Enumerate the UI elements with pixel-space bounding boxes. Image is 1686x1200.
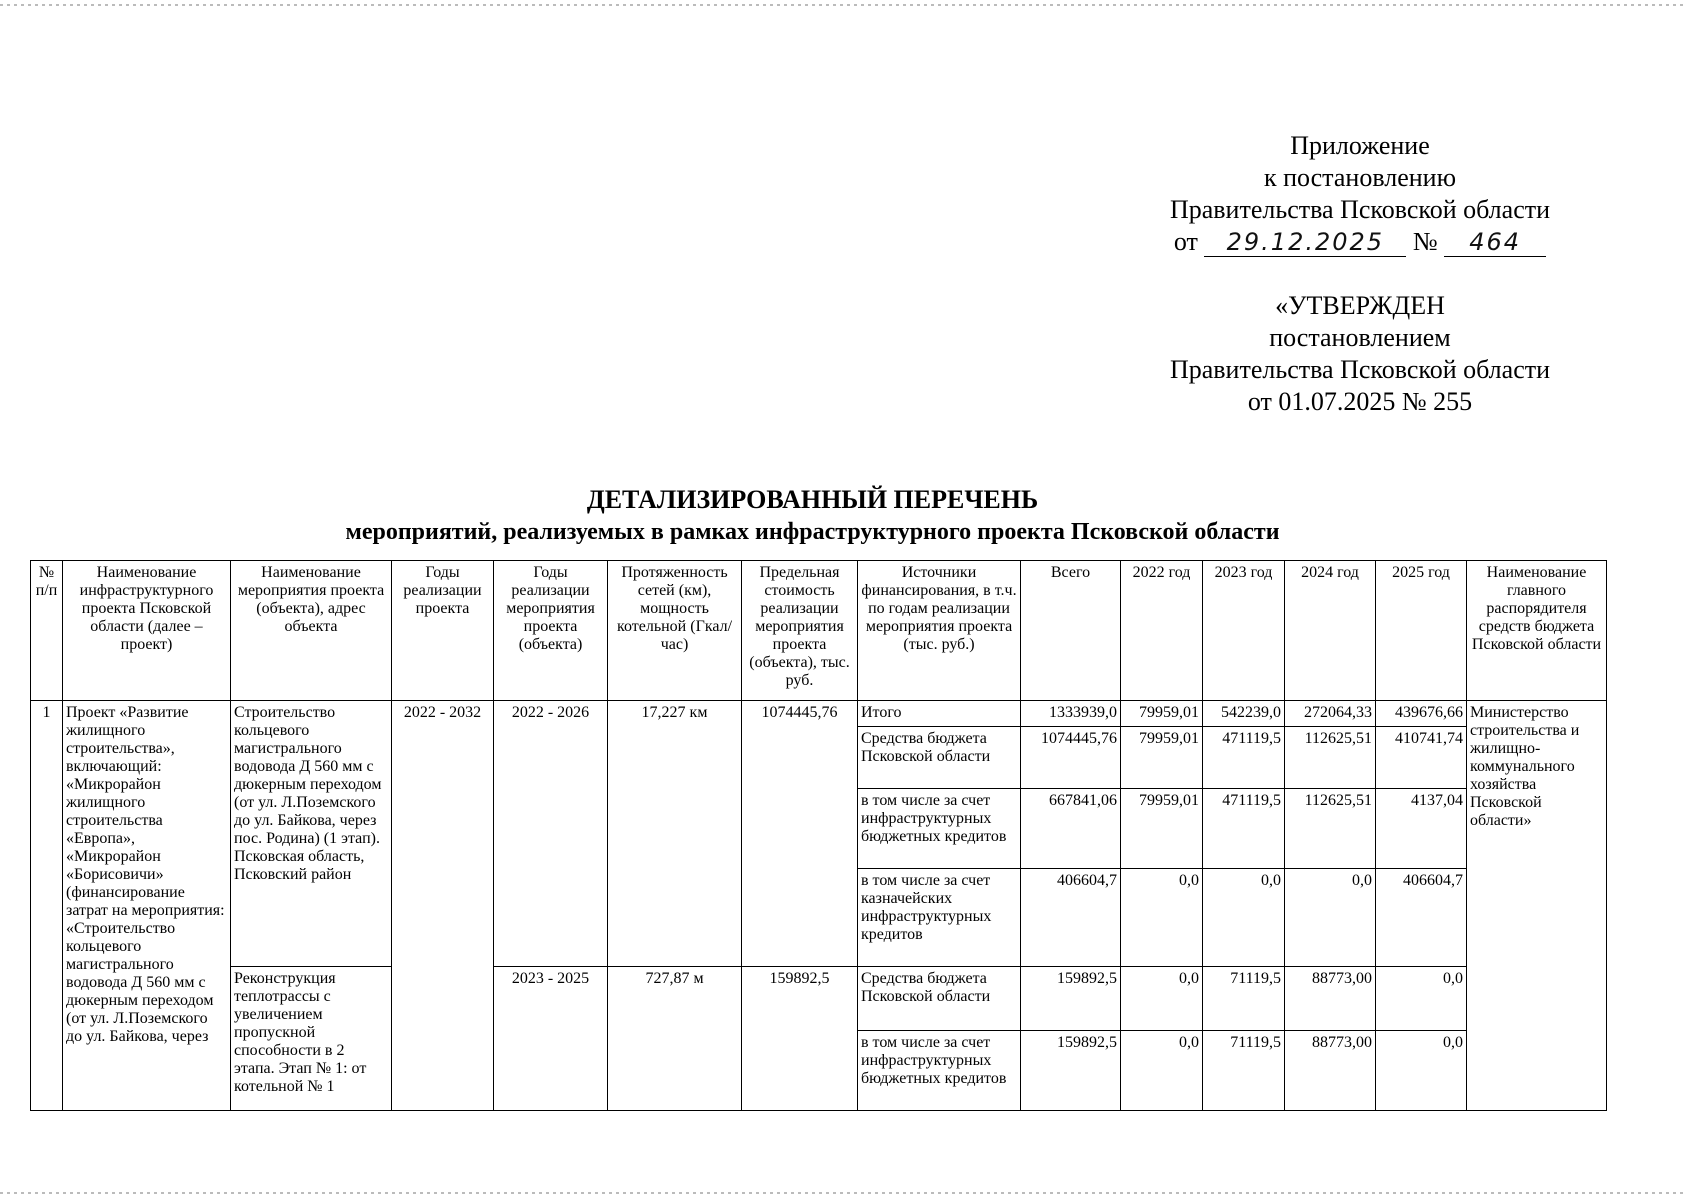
appendix-line2: к постановлению	[1263, 163, 1457, 192]
project-name: Проект «Развитие жилищного строительства», включающий: «Микрорайон жилищного строительства «Европа», «Микрорайон «Борисовичи» (финансирование затрат на мероприятия: «Строительство кольцевого магистрального водовода Д 560 мм с дюкерным переходом (от ул. Л.Поземского до ул. Байкова, через	[66, 704, 225, 1045]
total-cell: 1333939,0	[1021, 701, 1121, 727]
handwritten-number: 464	[1444, 228, 1546, 257]
measure1-cost: 1074445,76	[742, 701, 858, 967]
measure2-name: Реконструкция теплотрассы с увеличением пропускной способности в 2 этапа. Этап № 1: от котельной № 1	[234, 970, 367, 1094]
appendix-block	[1140, 130, 1580, 258]
y2025-cell: 0,0	[1376, 967, 1467, 1031]
project-name-cell	[63, 701, 231, 1111]
header-cell: 2022 год	[1121, 561, 1203, 701]
appendix-line1: Приложение	[1290, 131, 1430, 160]
y2022-cell: 0,0	[1121, 869, 1203, 967]
measure1-years: 2022 - 2026	[494, 701, 608, 967]
header-cell: 2025 год	[1376, 561, 1467, 701]
y2024-cell: 0,0	[1285, 869, 1376, 967]
appendix-date-line	[1140, 226, 1580, 258]
table-row	[31, 701, 1607, 727]
approved-line2: постановлением	[1269, 323, 1451, 352]
number-prefix: №	[1412, 227, 1438, 256]
measure1-length: 17,227 км	[608, 701, 742, 967]
y2023-cell: 71119,5	[1203, 967, 1285, 1031]
total-cell: 667841,06	[1021, 789, 1121, 869]
total-cell: 1074445,76	[1021, 727, 1121, 789]
measures-table	[30, 560, 1607, 1111]
measure2-length: 727,87 м	[608, 967, 742, 1111]
y2024-cell: 88773,00	[1285, 1031, 1376, 1111]
y2024-cell: 112625,51	[1285, 789, 1376, 869]
y2024-cell: 88773,00	[1285, 967, 1376, 1031]
header-cell: Всего	[1021, 561, 1121, 701]
y2025-cell: 4137,04	[1376, 789, 1467, 869]
header-cell: 2023 год	[1203, 561, 1285, 701]
y2022-cell: 79959,01	[1121, 701, 1203, 727]
project-years: 2022 - 2032	[392, 701, 494, 1111]
y2022-cell: 79959,01	[1121, 789, 1203, 869]
header-cell: Наименование инфраструктурного проекта Псковской области (далее – проект)	[63, 561, 231, 701]
y2023-cell: 542239,0	[1203, 701, 1285, 727]
source-cell: Итого	[858, 701, 1021, 727]
document-title	[0, 484, 1625, 548]
y2025-cell: 0,0	[1376, 1031, 1467, 1111]
title-line1: ДЕТАЛИЗИРОВАННЫЙ ПЕРЕЧЕНЬ	[586, 485, 1039, 514]
manager-name: Министерство строительства и жилищно-коммунального хозяйства Псковской области»	[1467, 701, 1607, 1111]
y2022-cell: 0,0	[1121, 1031, 1203, 1111]
date-prefix: от	[1173, 227, 1198, 256]
appendix-line3: Правительства Псковской области	[1169, 195, 1551, 224]
header-cell: 2024 год	[1285, 561, 1376, 701]
y2023-cell: 0,0	[1203, 869, 1285, 967]
header-cell: Наименование мероприятия проекта (объекта), адрес объекта	[231, 561, 392, 701]
source-cell: в том числе за счет инфраструктурных бюджетных кредитов	[858, 1031, 1021, 1111]
source-cell: в том числе за счет инфраструктурных бюджетных кредитов	[858, 789, 1021, 869]
header-cell: Протяженность сетей (км), мощность котельной (Гкал/час)	[608, 561, 742, 701]
approved-line4: от 01.07.2025 № 255	[1247, 387, 1473, 416]
total-cell: 159892,5	[1021, 967, 1121, 1031]
approved-line1: «УТВЕРЖДЕН	[1275, 291, 1445, 320]
measure2-name-cell	[231, 967, 392, 1111]
source-cell: Средства бюджета Псковской области	[858, 727, 1021, 789]
y2024-cell: 112625,51	[1285, 727, 1376, 789]
measure2-years: 2023 - 2025	[494, 967, 608, 1111]
scan-edge-top	[0, 4, 1686, 6]
total-cell: 406604,7	[1021, 869, 1121, 967]
header-cell: Источники финансирования, в т.ч. по годам реализации мероприятия проекта (тыс. руб.)	[858, 561, 1021, 701]
y2025-cell: 406604,7	[1376, 869, 1467, 967]
row-number: 1	[31, 701, 63, 1111]
y2023-cell: 471119,5	[1203, 727, 1285, 789]
y2023-cell: 71119,5	[1203, 1031, 1285, 1111]
y2025-cell: 410741,74	[1376, 727, 1467, 789]
measure2-cost: 159892,5	[742, 967, 858, 1111]
y2024-cell: 272064,33	[1285, 701, 1376, 727]
measure1-name: Строительство кольцевого магистрального водовода Д 560 мм с дюкерным переходом (от ул. Л.Поземского до ул. Байкова, через пос. Родина) (1 этап). Псковская область, Псковский район	[231, 701, 392, 967]
approved-block	[1140, 290, 1580, 418]
scan-edge-bottom	[0, 1192, 1686, 1194]
y2022-cell: 0,0	[1121, 967, 1203, 1031]
approved-line3: Правительства Псковской области	[1169, 355, 1551, 384]
header-cell: Предельная стоимость реализации мероприятия проекта (объекта), тыс. руб.	[742, 561, 858, 701]
source-cell: Средства бюджета Псковской области	[858, 967, 1021, 1031]
total-cell: 159892,5	[1021, 1031, 1121, 1111]
header-cell: Наименование главного распорядителя средств бюджета Псковской области	[1467, 561, 1607, 701]
header-cell: № п/п	[31, 561, 63, 701]
handwritten-date: 29.12.2025	[1204, 228, 1406, 257]
table-header-row	[31, 561, 1607, 701]
y2023-cell: 471119,5	[1203, 789, 1285, 869]
header-cell: Годы реализации проекта	[392, 561, 494, 701]
source-cell: в том числе за счет казначейских инфраструктурных кредитов	[858, 869, 1021, 967]
y2025-cell: 439676,66	[1376, 701, 1467, 727]
header-cell: Годы реализации мероприятия проекта (объекта)	[494, 561, 608, 701]
table-row	[31, 967, 1607, 1031]
title-line2: мероприятий, реализуемых в рамках инфраструктурного проекта Псковской области	[345, 519, 1280, 545]
y2022-cell: 79959,01	[1121, 727, 1203, 789]
